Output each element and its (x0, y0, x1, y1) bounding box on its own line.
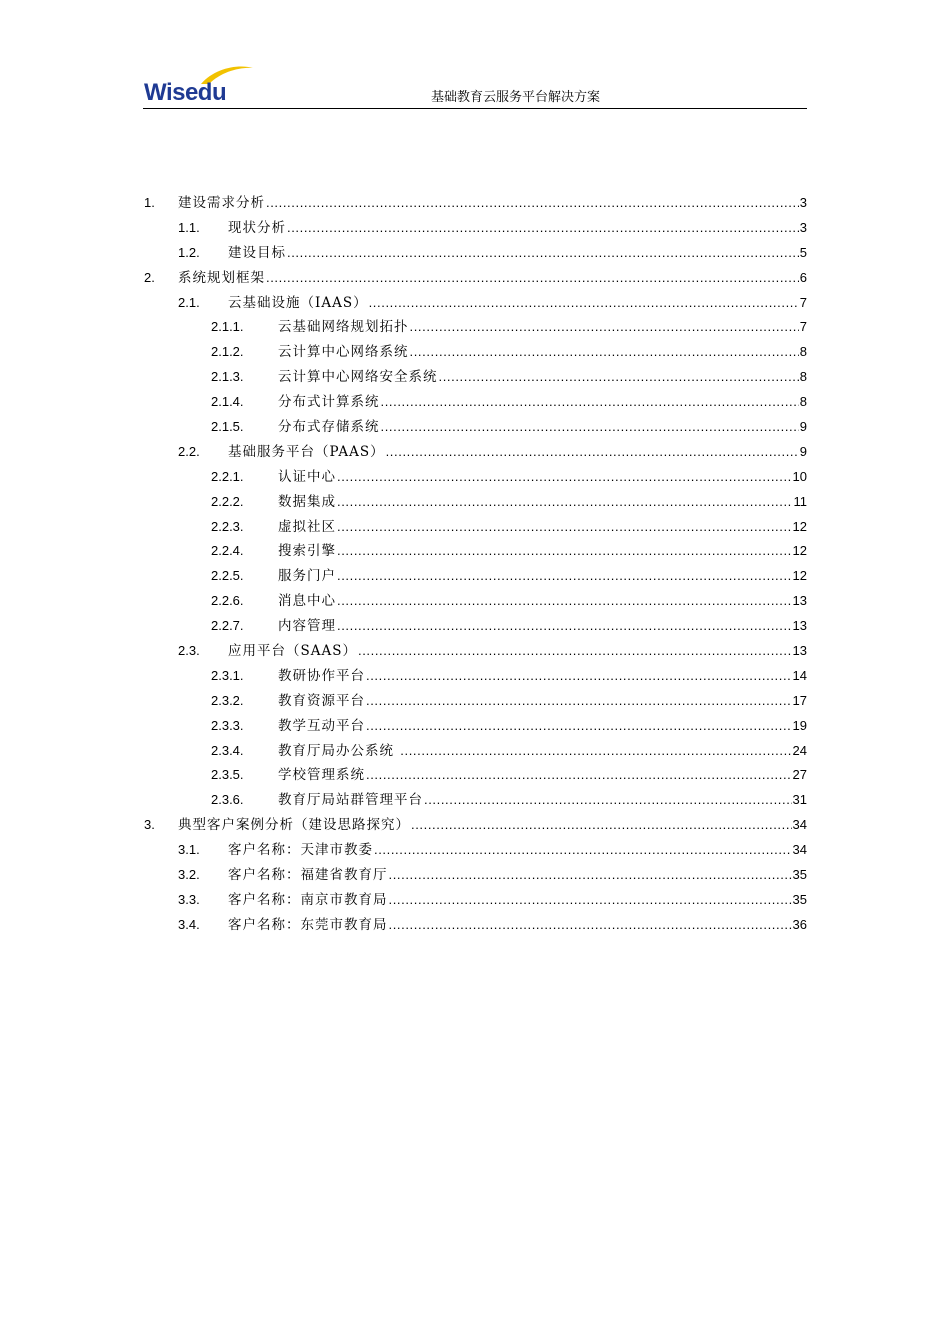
toc-dot-leader (381, 418, 799, 436)
toc-entry-page: 3 (799, 219, 807, 235)
toc-entry-title: 客户名称：福建省教育厅 (228, 867, 388, 884)
toc-entry-number: 3.2. (178, 867, 200, 883)
toc-entry[interactable] (143, 614, 807, 639)
toc-entry-page: 36 (792, 916, 807, 932)
toc-dot-leader (366, 692, 792, 710)
toc-dot-leader (389, 891, 792, 909)
toc-dot-leader (337, 518, 792, 536)
toc-entry-number: 2.2.5. (211, 568, 244, 584)
wisedu-logo (143, 62, 255, 108)
toc-entry[interactable] (143, 241, 807, 266)
toc-entry[interactable] (143, 465, 807, 490)
toc-entry-title: 基础服务平台（PAAS） (228, 443, 385, 460)
toc-entry-line (228, 294, 807, 312)
toc-entry-line (278, 742, 807, 760)
toc-entry-page: 7 (799, 319, 807, 335)
toc-entry-line (228, 219, 807, 237)
toc-entry-title: 客户名称：南京市教育局 (228, 891, 388, 908)
toc-dot-leader (366, 717, 792, 735)
toc-entry-number: 2.3. (178, 643, 200, 659)
toc-entry-number: 1. (144, 195, 155, 210)
toc-entry-page: 31 (792, 792, 807, 808)
toc-entry-title: 分布式计算系统 (278, 394, 380, 411)
toc-dot-leader (386, 443, 799, 461)
toc-entry-line (178, 269, 807, 287)
toc-entry-line (278, 791, 807, 809)
toc-entry-page: 35 (792, 867, 807, 883)
toc-entry[interactable] (143, 365, 807, 390)
toc-entry-number: 2.2.3. (211, 518, 244, 534)
toc-entry[interactable] (143, 315, 807, 340)
toc-entry-page: 13 (792, 643, 807, 659)
toc-dot-leader (266, 194, 799, 212)
toc-entry[interactable] (143, 340, 807, 365)
toc-entry-title: 云计算中心网络系统 (278, 344, 409, 361)
toc-entry-number: 2.3.6. (211, 792, 244, 808)
toc-entry[interactable] (143, 714, 807, 739)
toc-entry-number: 2.1. (178, 294, 200, 310)
toc-entry-title: 内容管理 (278, 618, 336, 635)
toc-entry-line (278, 468, 807, 486)
toc-entry-title: 应用平台（SAAS） (228, 643, 357, 660)
toc-dot-leader (337, 592, 792, 610)
toc-entry-line (178, 194, 807, 212)
logo-text: Wisedu (144, 79, 227, 106)
toc-entry-page: 5 (799, 244, 807, 260)
toc-entry-title: 建设目标 (228, 244, 286, 261)
toc-dot-leader (369, 294, 799, 312)
toc-entry[interactable] (143, 266, 807, 291)
toc-dot-leader (381, 393, 799, 411)
toc-entry-page: 24 (792, 742, 807, 758)
toc-entry-title: 教学互动平台 (278, 717, 365, 734)
toc-entry-line (278, 318, 807, 336)
toc-entry[interactable] (143, 415, 807, 440)
toc-entry-page: 6 (799, 269, 807, 285)
toc-entry-number: 2.1.3. (211, 369, 244, 385)
toc-dot-leader (337, 567, 792, 585)
toc-entry-line (228, 866, 807, 884)
toc-entry-line (278, 567, 807, 585)
toc-entry-title: 数据集成 (278, 493, 336, 510)
toc-entry-line (228, 244, 807, 262)
toc-entry-page: 34 (792, 817, 807, 833)
toc-dot-leader (374, 841, 792, 859)
toc-entry-number: 2.3.4. (211, 742, 244, 758)
toc-dot-leader (366, 766, 792, 784)
toc-entry-page: 17 (792, 692, 807, 708)
toc-entry-line (278, 617, 807, 635)
toc-entry-number: 2.2.7. (211, 618, 244, 634)
toc-entry-title: 教育资源平台 (278, 692, 365, 709)
toc-entry-number: 2.1.4. (211, 394, 244, 410)
toc-entry-line (278, 692, 807, 710)
toc-entry-page: 12 (792, 568, 807, 584)
toc-entry-number: 2.1.1. (211, 319, 244, 335)
toc-entry-number: 3.1. (178, 842, 200, 858)
toc-entry-number: 2.2.1. (211, 468, 244, 484)
toc-dot-leader (266, 269, 799, 287)
toc-entry-page: 13 (792, 593, 807, 609)
toc-dot-leader (366, 667, 792, 685)
toc-entry-line (228, 443, 807, 461)
toc-entry[interactable] (143, 216, 807, 241)
toc-entry-line (278, 493, 807, 511)
toc-entry-title: 服务门户 (278, 568, 336, 585)
toc-entry-number: 2.3.3. (211, 717, 244, 733)
toc-entry-number: 2.2.4. (211, 543, 244, 559)
toc-entry-number: 2.1.5. (211, 419, 244, 435)
toc-entry[interactable] (143, 689, 807, 714)
toc-entry-page: 19 (792, 717, 807, 733)
toc-entry[interactable] (143, 390, 807, 415)
toc-dot-leader (287, 219, 799, 237)
toc-entry[interactable] (143, 739, 807, 764)
toc-entry-number: 3.3. (178, 891, 200, 907)
toc-entry-number: 2.3.1. (211, 667, 244, 683)
page-header (143, 62, 807, 109)
toc-entry[interactable] (143, 191, 807, 216)
toc-dot-leader (337, 617, 792, 635)
toc-dot-leader (410, 343, 799, 361)
toc-entry[interactable] (143, 639, 807, 664)
toc-entry-title: 客户名称：天津市教委 (228, 842, 373, 859)
toc-entry-number: 3.4. (178, 916, 200, 932)
toc-entry-line (278, 343, 807, 361)
toc-entry-line (278, 592, 807, 610)
toc-entry-line (228, 916, 807, 934)
toc-entry-page: 10 (792, 468, 807, 484)
toc-entry-title: 客户名称：东莞市教育局 (228, 916, 388, 933)
toc-dot-leader (337, 542, 792, 560)
toc-entry-title: 认证中心 (278, 468, 336, 485)
toc-entry-number: 1.2. (178, 244, 200, 260)
toc-entry[interactable] (143, 515, 807, 540)
toc-entry-title: 分布式存储系统 (278, 419, 380, 436)
toc-entry-page: 8 (799, 394, 807, 410)
toc-entry-line (278, 368, 807, 386)
toc-entry-title: 虚拟社区 (278, 518, 336, 535)
toc-entry-page: 35 (792, 891, 807, 907)
toc-entry-page: 7 (799, 294, 807, 310)
toc-entry-line (278, 766, 807, 784)
toc-entry[interactable] (143, 913, 807, 938)
toc-entry-title: 云基础设施（IAAS） (228, 294, 368, 311)
toc-dot-leader (337, 468, 792, 486)
toc-entry[interactable] (143, 763, 807, 788)
toc-entry-page: 12 (792, 543, 807, 559)
toc-entry-line (278, 667, 807, 685)
table-of-contents (143, 191, 807, 938)
toc-entry-title: 现状分析 (228, 219, 286, 236)
toc-entry-number: 1.1. (178, 219, 200, 235)
toc-entry-title: 云计算中心网络安全系统 (278, 369, 438, 386)
toc-entry[interactable] (143, 888, 807, 913)
toc-entry[interactable] (143, 589, 807, 614)
toc-entry-page: 27 (792, 767, 807, 783)
toc-dot-leader (411, 816, 792, 834)
toc-dot-leader (337, 493, 793, 511)
toc-entry[interactable] (143, 813, 807, 838)
toc-entry-title: 建设需求分析 (178, 195, 265, 211)
toc-entry-number: 2.3.5. (211, 767, 244, 783)
toc-entry-line (228, 891, 807, 909)
toc-entry-line (278, 418, 807, 436)
toc-entry-page: 12 (792, 518, 807, 534)
toc-entry-number: 2.2.6. (211, 593, 244, 609)
toc-entry-number: 2.2.2. (211, 493, 244, 509)
toc-dot-leader (410, 318, 799, 336)
toc-entry-number: 2.2. (178, 443, 200, 459)
toc-entry-line (278, 542, 807, 560)
toc-entry-number: 3. (144, 817, 155, 833)
toc-entry[interactable] (143, 291, 807, 316)
toc-entry-line (228, 642, 807, 660)
toc-entry-title: 教育厅局站群管理平台 (278, 792, 423, 809)
toc-entry-line (278, 717, 807, 735)
toc-dot-leader (400, 742, 791, 760)
toc-entry[interactable] (143, 664, 807, 689)
header-title: 基础教育云服务平台解决方案 (431, 90, 601, 105)
toc-dot-leader (287, 244, 799, 262)
toc-entry-title: 学校管理系统 (278, 767, 365, 784)
toc-entry[interactable] (143, 863, 807, 888)
toc-entry-line (178, 816, 807, 834)
toc-dot-leader (389, 866, 792, 884)
toc-entry-line (228, 841, 807, 859)
toc-entry-number: 2.3.2. (211, 692, 244, 708)
toc-entry-number: 2. (144, 269, 155, 285)
toc-entry-title: 消息中心 (278, 593, 336, 610)
toc-entry-line (278, 393, 807, 411)
toc-entry-number: 2.1.2. (211, 344, 244, 360)
toc-entry[interactable] (143, 788, 807, 813)
toc-entry[interactable] (143, 564, 807, 589)
toc-entry-page: 9 (799, 419, 807, 435)
toc-entry-line (278, 518, 807, 536)
toc-dot-leader (439, 368, 799, 386)
toc-entry-page: 8 (799, 369, 807, 385)
toc-entry-page: 3 (799, 195, 807, 210)
toc-entry-page: 8 (799, 344, 807, 360)
toc-dot-leader (389, 916, 792, 934)
toc-entry-title: 云基础网络规划拓扑 (278, 319, 409, 336)
toc-entry[interactable] (143, 490, 807, 515)
toc-entry-title: 搜索引擎 (278, 543, 336, 560)
toc-dot-leader (424, 791, 792, 809)
toc-entry-title: 教研协作平台 (278, 667, 365, 684)
toc-entry[interactable] (143, 539, 807, 564)
toc-entry-page: 13 (792, 618, 807, 634)
toc-entry-title: 教育厅局办公系统 (278, 742, 400, 759)
toc-entry-title: 系统规划框架 (178, 269, 265, 286)
toc-entry-page: 9 (799, 443, 807, 459)
toc-dot-leader (358, 642, 792, 660)
toc-entry-title: 典型客户案例分析（建设思路探究） (178, 817, 410, 834)
toc-entry[interactable] (143, 838, 807, 863)
toc-entry-page: 34 (792, 842, 807, 858)
toc-entry-page: 11 (793, 493, 807, 509)
toc-entry[interactable] (143, 440, 807, 465)
toc-entry-page: 14 (792, 667, 807, 683)
